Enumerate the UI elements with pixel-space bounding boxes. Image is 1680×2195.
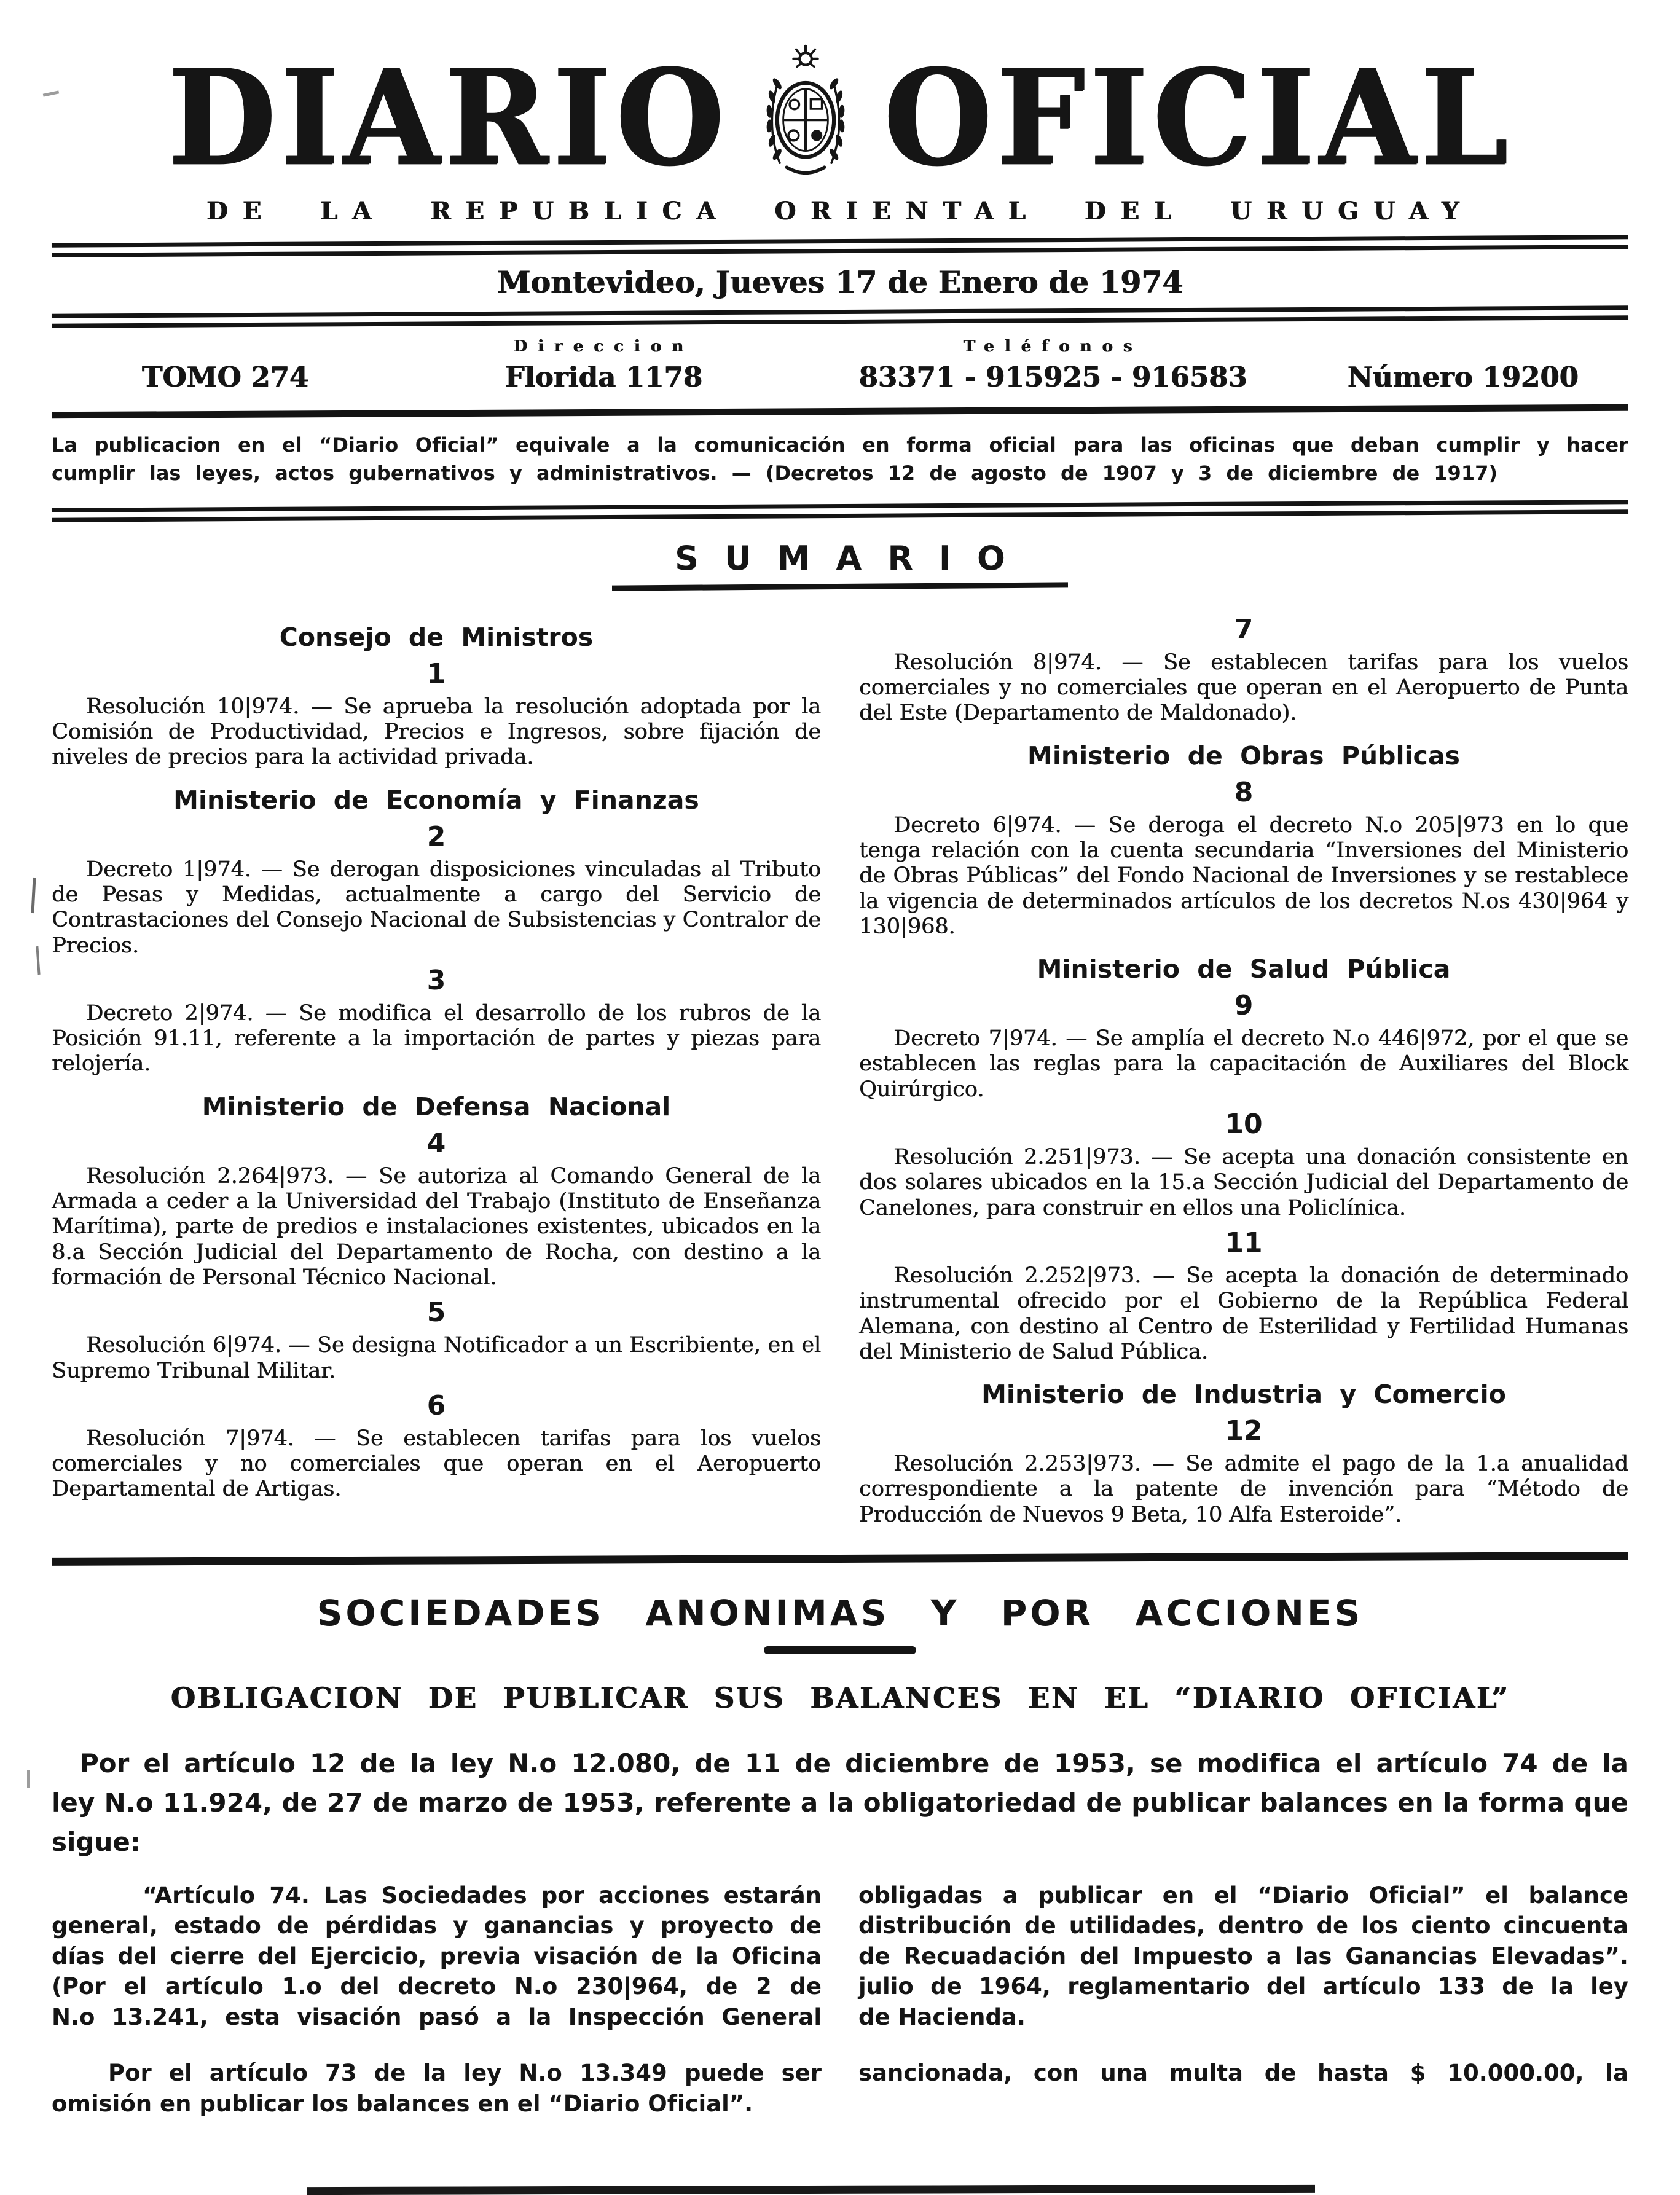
tomo-value: TOMO 274 [141, 361, 308, 393]
row-right-text: distribución de utilidades, dentro de los ciento cincuenta [858, 1912, 1628, 1939]
telefonos-value: 83371 - 915925 - 916583 [858, 361, 1247, 393]
row-left-text: (Por el artículo 1.o del decreto N.o 230|964, de 2 de [52, 1973, 822, 2000]
double-rule [52, 235, 1628, 257]
scan-artifact [27, 1770, 30, 1788]
text-line: sigue: [52, 1826, 141, 1857]
section-divider-rule [52, 1552, 1628, 1566]
row-right-text: julio de 1964, reglamentario del artículo 133 de la ley [858, 1973, 1628, 2000]
ministry-heading: Ministerio de Salud Pública [1037, 954, 1451, 984]
row-right-text [858, 2089, 1628, 2119]
text-line: ley N.o 11.924, de 27 de marzo de 1953, referente a la obligatoriedad de publicar balances en la forma que [52, 1787, 1628, 1818]
sociedades-underline [764, 1646, 916, 1654]
tomo-cell [52, 361, 399, 393]
summary-entry: Resolución 2.264|973. — Se autoriza al Comando General de la Armada a ceder a la Universidad del Trabajo (Instituto de Enseñanza Marítima), parte de predios e instalaciones existentes, ubicados en la 8.a Sección Judicial del Departamento de Rocha, con destino a la formación de Personal Técnico Nacional. [52, 1163, 821, 1290]
row-right-text: de Recuadación del Impuesto a las Ganancias Elevadas”. [858, 1942, 1628, 1969]
ministry-heading: Ministerio de Defensa Nacional [202, 1091, 671, 1121]
numero-value: Número 19200 [1347, 361, 1579, 393]
two-column-text-row [52, 2058, 1628, 2089]
numero-cell [1297, 361, 1628, 393]
summary-entry: Resolución 2.253|973. — Se admite el pago de la 1.a anualidad correspondiente a la patente de invención para “Método de Producción de Nuevos 9 Beta, 10 Alfa Esteroide”. [859, 1451, 1628, 1527]
entry-number: 7 [1234, 613, 1254, 645]
row-left-text: Por el artículo 73 de la ley N.o 13.349 puede ser [108, 2060, 822, 2087]
two-column-text-row [52, 1971, 1628, 2002]
thick-rule [52, 404, 1628, 419]
publication-notice [52, 431, 1628, 488]
two-column-text-row [52, 2089, 1628, 2119]
double-rule [52, 500, 1628, 522]
ministry-heading: Ministerio de Industria y Comercio [981, 1380, 1506, 1410]
direccion-label: Direccion [513, 337, 694, 356]
entry-number: 5 [426, 1297, 446, 1329]
summary-entry: Decreto 6|974. — Se deroga el decreto N.o 205|973 en lo que tenga relación con la cuenta secundaria “Inversiones del Ministerio de Obras Públicas” del Fondo Nacional de Inversiones y se restablece la vigencia de determinados artículos de los decretos N.os 430|964 y 130|968. [859, 812, 1628, 939]
text-line: Por el artículo 12 de la ley N.o 12.080, de 11 de diciembre de 1953, se modifica el artículo 74 de la [80, 1748, 1628, 1779]
sociedades-title: SOCIEDADES ANONIMAS Y POR ACCIONES [316, 1592, 1364, 1635]
articulo-73-text [52, 2058, 1628, 2119]
sociedades-intro [52, 1744, 1628, 1861]
masthead-title-left: DIARIO [167, 39, 729, 195]
row-left-text: N.o 13.241, esta visación pasó a la Inspección General [52, 2003, 822, 2030]
telefonos-cell [809, 337, 1297, 393]
summary-entry: Resolución 7|974. — Se establecen tarifas para los vuelos comerciales y no comerciales que operan en el Aeropuerto Departamental de Artigas. [52, 1426, 821, 1502]
edition-dateline: Montevideo, Jueves 17 de Enero de 1974 [497, 264, 1183, 300]
entry-number: 2 [426, 820, 446, 852]
two-column-text-row [52, 2002, 1628, 2033]
row-left-text: omisión en publicar los balances en el “Diario Oficial”. [52, 2090, 753, 2117]
uruguay-coat-of-arms-icon [752, 44, 860, 182]
sumario-columns [52, 608, 1628, 1529]
sumario-underline [612, 582, 1068, 591]
sumario-right-column [859, 608, 1628, 1529]
notice-line: cumplir las leyes, actos gubernativos y administrativos. — (Decretos 12 de agosto de 1907 y 3 de diciembre de 1917) [52, 461, 1497, 485]
entry-number: 8 [1234, 776, 1254, 808]
double-rule [52, 305, 1628, 328]
scan-artifact [36, 946, 40, 975]
entry-number: 11 [1225, 1227, 1263, 1258]
summary-entry: Decreto 2|974. — Se modifica el desarrollo de los rubros de la Posición 91.11, referente a la importación de partes y piezas para relojería. [52, 1000, 821, 1077]
ministry-heading: Consejo de Ministros [279, 622, 594, 652]
summary-entry: Resolución 2.251|973. — Se acepta una donación consistente en dos solares ubicados en la 15.a Sección Judicial del Departamento de Canelones, para construir en ellos una Policlínica. [859, 1145, 1628, 1220]
sumario-title: SUMARIO [675, 538, 1031, 578]
direccion-value: Florida 1178 [504, 361, 702, 393]
two-column-text-row [52, 1941, 1628, 1972]
summary-entry: Resolución 2.252|973. — Se acepta la donación de determinado instrumental ofrecido por el Gobierno de la República Federal Alemana, con destino al Centro de Esterilidad y Fertilidad Humanas del Ministerio de Salud Pública. [859, 1263, 1628, 1364]
row-right-text: sancionada, con una multa de hasta $ 10.000.00, la [858, 2060, 1628, 2087]
entry-number: 4 [426, 1127, 446, 1159]
summary-entry: Decreto 1|974. — Se derogan disposiciones vinculadas al Tributo de Pesas y Medidas, actualmente a cargo del Servicio de Contrastaciones del Consejo Nacional de Subsistencias y Contralor de Precios. [52, 857, 821, 958]
sumario-left-column [52, 608, 821, 1504]
summary-entry: Resolución 8|974. — Se establecen tarifas para los vuelos comerciales y no comerciales que operan en el Aeropuerto de Punta del Este (Departamento de Maldonado). [859, 650, 1628, 726]
row-right-text: de Hacienda. [858, 2003, 1026, 2030]
masthead [52, 39, 1628, 195]
sociedades-subtitle: OBLIGACION DE PUBLICAR SUS BALANCES EN EL “DIARIO OFICIAL” [170, 1681, 1510, 1715]
entry-number: 9 [1234, 990, 1254, 1022]
articulo-74-text [52, 1880, 1628, 2033]
row-right-text: obligadas a publicar en el “Diario Oficial” el balance [858, 1882, 1628, 1909]
telefonos-label: Teléfonos [963, 337, 1143, 356]
summary-entry: Decreto 7|974. — Se amplía el decreto N.o 446|972, por el que se establecen las reglas para la capacitación de Auxiliares del Block Quirúrgico. [859, 1026, 1628, 1102]
masthead-title-right: OFICIAL [883, 39, 1513, 195]
masthead-subtitle: DE LA REPUBLICA ORIENTAL DEL URUGUAY [206, 197, 1474, 226]
row-left-text: días del cierre del Ejercicio, previa visación de la Oficina [52, 1942, 822, 1969]
ministry-heading: Ministerio de Obras Públicas [1027, 740, 1460, 771]
next-page-ink-bleed [307, 2185, 1315, 2195]
summary-entry: Resolución 6|974. — Se designa Notificador a un Escribiente, en el Supremo Tribunal Militar. [52, 1333, 821, 1383]
entry-number: 10 [1225, 1109, 1263, 1141]
edition-info-row [52, 337, 1628, 393]
summary-entry: Resolución 10|974. — Se aprueba la resolución adoptada por la Comisión de Productividad, Precios e Ingresos, sobre fijación de niveles de precios para la actividad privada. [52, 694, 821, 770]
entry-number: 1 [426, 658, 446, 689]
notice-line: La publicacion en el “Diario Oficial” equivale a la comunicación en forma oficial para las oficinas que deban cumplir y hacer [52, 433, 1628, 457]
direccion-cell [399, 337, 809, 393]
row-left-text: “Artículo 74. Las Sociedades por acciones estarán [143, 1882, 822, 1909]
scan-artifact [31, 878, 36, 913]
entry-number: 3 [426, 964, 446, 996]
entry-number: 12 [1225, 1415, 1263, 1447]
two-column-text-row [52, 1880, 1628, 1911]
row-left-text: general, estado de pérdidas y ganancias y proyecto de [52, 1912, 822, 1939]
two-column-text-row [52, 1910, 1628, 1941]
entry-number: 6 [426, 1389, 446, 1421]
ministry-heading: Ministerio de Economía y Finanzas [173, 785, 699, 815]
